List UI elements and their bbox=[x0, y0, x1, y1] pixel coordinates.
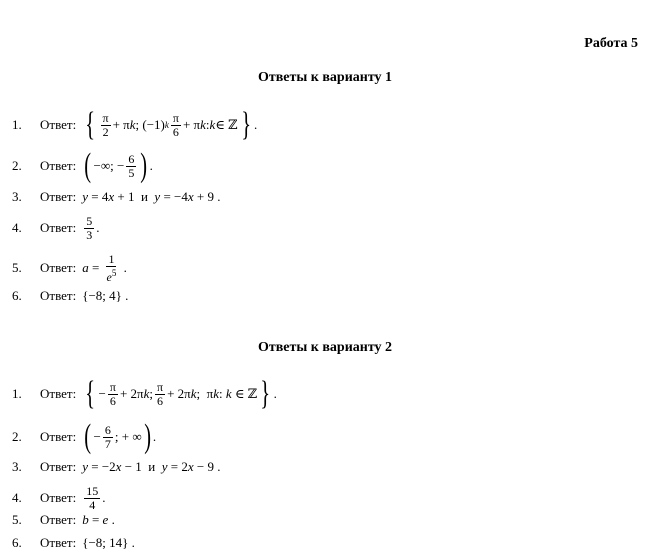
answer-label: Ответ: bbox=[40, 189, 77, 204]
answer-number: 1. bbox=[12, 386, 22, 401]
answer-number: 2. bbox=[12, 429, 22, 444]
answer-label: Ответ: bbox=[40, 512, 77, 527]
answer-number: 5. bbox=[12, 260, 22, 275]
answer-formula: $\frac{15}{4}$ . bbox=[86, 483, 106, 512]
answer-label: Ответ: bbox=[40, 220, 77, 235]
variant-1-title: Ответы к варианту 1 bbox=[257, 70, 393, 85]
answer-number: 3. bbox=[12, 459, 22, 474]
answer-number: 3. bbox=[12, 189, 22, 204]
answer-label: Ответ: bbox=[40, 459, 77, 474]
answer-label: Ответ: bbox=[40, 288, 77, 303]
answer-label: Ответ: bbox=[40, 386, 77, 401]
answer-formula: y = −2 x − 1 и y = 2 x − 9 . bbox=[82, 459, 221, 474]
answer-number: 5. bbox=[12, 512, 22, 527]
answer-label: Ответ: bbox=[40, 158, 77, 173]
answer-1-4 bbox=[12, 208, 99, 248]
answer-number: 6. bbox=[12, 288, 22, 303]
answer-formula: {−8; 14} . bbox=[82, 535, 135, 550]
answer-label: Ответ: bbox=[40, 490, 77, 505]
answer-label: Ответ: bbox=[40, 429, 77, 444]
answer-label: Ответ: bbox=[40, 260, 77, 275]
answer-formula: b = e . bbox=[82, 512, 115, 527]
answer-formula: a = $\frac{1}{e^5}$ . bbox=[82, 251, 127, 284]
answer-formula: y = 4 x + 1 и y = −4 x + 9 . bbox=[82, 189, 221, 204]
answer-formula: ( − $\frac{6}{7}$ ; + ∞ ) . bbox=[84, 418, 157, 455]
answer-2-6 bbox=[12, 530, 135, 556]
answer-number: 4. bbox=[12, 490, 22, 505]
work-title: Работа 5 bbox=[584, 36, 638, 51]
answer-number: 1. bbox=[12, 117, 22, 132]
answer-number: 6. bbox=[12, 535, 22, 550]
answer-number: 2. bbox=[12, 158, 22, 173]
answer-label: Ответ: bbox=[40, 535, 77, 550]
answer-number: 4. bbox=[12, 220, 22, 235]
answer-2-1 bbox=[12, 374, 277, 414]
answer-formula: ( −∞; − $\frac{6}{5}$ ) . bbox=[84, 147, 153, 184]
answer-1-6 bbox=[12, 276, 128, 316]
answer-formula: { − $\frac{\pi}{6}$ + 2π k ; $\frac{\pi}{6}$ + 2π k ; π k : k ∈ ℤ } . bbox=[85, 375, 277, 412]
answer-formula: {−8; 4} . bbox=[82, 288, 129, 303]
answer-label: Ответ: bbox=[40, 117, 77, 132]
answer-formula: { $\frac{\pi}{2}$ + π k ; (−1) k $\frac{\pi}{6}$ + π k : k ∈ ℤ } . bbox=[85, 106, 258, 143]
variant-2-title: Ответы к варианту 2 bbox=[257, 340, 393, 355]
answer-1-1 bbox=[12, 105, 257, 145]
answer-formula: $\frac{5}{3}$ . bbox=[86, 213, 100, 242]
